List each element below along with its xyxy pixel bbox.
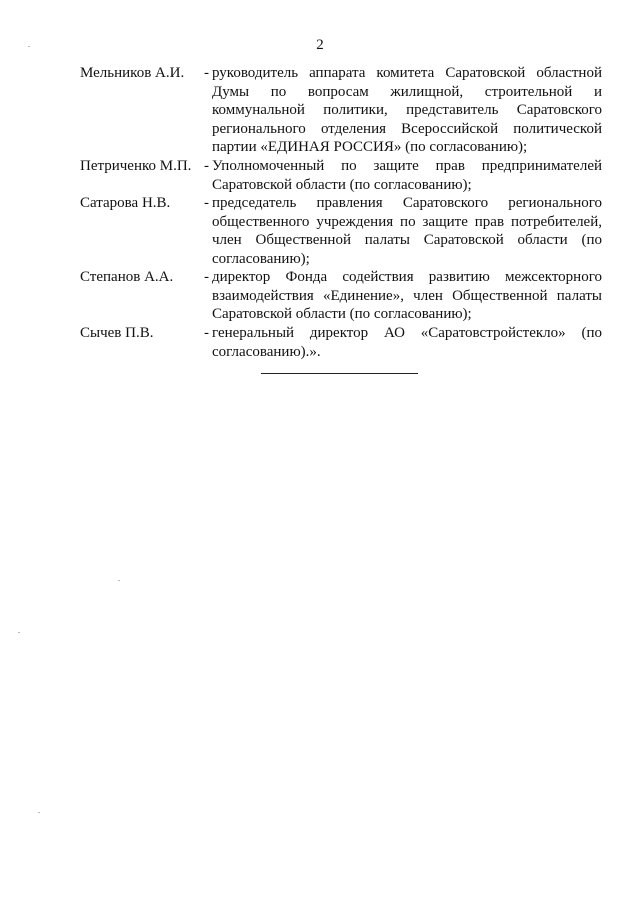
scan-speck xyxy=(28,46,30,47)
entry-dash: - xyxy=(204,195,209,211)
member-name: Петриченко М.П. xyxy=(80,158,192,174)
member-description: председатель правления Саратовского регионального общественного учреждения по защите прав потребителей, член Общественной палаты Саратовской области (по согласованию); xyxy=(212,195,602,267)
list-item xyxy=(80,157,602,194)
entry-dash: - xyxy=(204,325,209,341)
entry-dash: - xyxy=(204,158,209,174)
member-description: директор Фонда содействия развитию межсекторного взаимодействия «Единение», член Общественной палаты Саратовской области (по согласованию); xyxy=(212,269,602,323)
entry-dash: - xyxy=(204,65,209,81)
member-name: Степанов А.А. xyxy=(80,269,174,285)
page-number: 2 xyxy=(316,37,324,53)
member-name: Сатарова Н.В. xyxy=(80,195,171,211)
scan-speck xyxy=(38,812,40,813)
scan-speck xyxy=(118,580,120,581)
member-description: Уполномоченный по защите прав предпринимателей Саратовской области (по согласованию); xyxy=(212,158,602,193)
member-description: генеральный директор АО «Саратовстройстекло» (по согласованию).». xyxy=(212,325,602,360)
entry-dash: - xyxy=(204,269,209,285)
list-item xyxy=(80,268,602,324)
list-item xyxy=(80,194,602,268)
list-item xyxy=(80,64,602,157)
member-description: руководитель аппарата комитета Саратовской областной Думы по вопросам жилищной, строительной и коммунальной политики, представитель Саратовского регионального отделения Всероссийской политической партии «ЕДИНАЯ РОССИЯ» (по согласованию); xyxy=(212,65,602,156)
member-list xyxy=(80,64,602,361)
closing-rule xyxy=(261,373,418,374)
member-name: Мельников А.И. xyxy=(80,65,185,81)
member-name: Сычев П.В. xyxy=(80,325,154,341)
scan-speck xyxy=(18,632,20,633)
list-item xyxy=(80,324,602,361)
